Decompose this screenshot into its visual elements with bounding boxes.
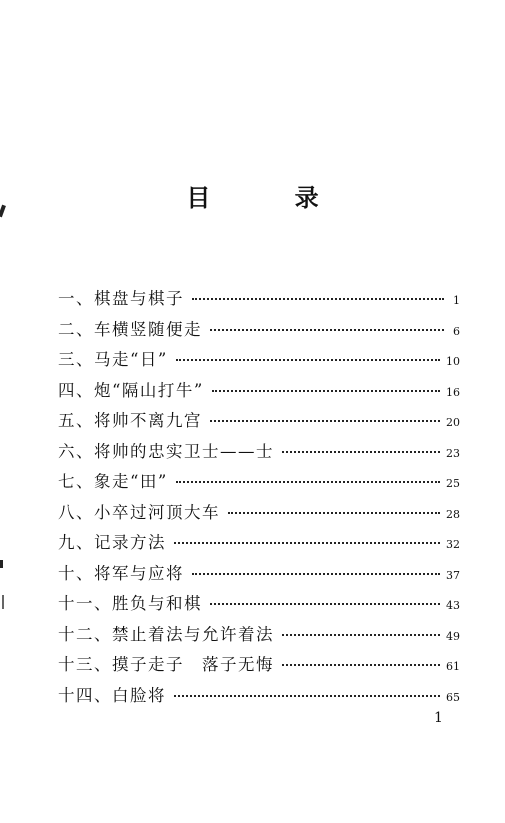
toc-entry-page: 32 [446, 538, 460, 551]
toc-entry[interactable] [58, 346, 460, 377]
toc-entry-title: 十二、禁止着法与允许着法 [58, 624, 274, 644]
dot-leader [176, 481, 440, 483]
toc-entry-title: 一、棋盘与棋子 [58, 289, 184, 308]
dot-leader [174, 695, 440, 697]
toc-entry[interactable] [58, 285, 460, 316]
dot-leader [228, 512, 440, 514]
dot-leader [210, 329, 444, 331]
toc-entry-title: 十一、胜负与和棋 [58, 594, 202, 613]
toc-entry[interactable] [58, 682, 460, 713]
toc-entry[interactable] [58, 468, 460, 499]
dot-leader [282, 451, 440, 453]
toc-entry[interactable] [58, 621, 460, 652]
toc-entry[interactable] [58, 438, 460, 469]
toc-entry-page: 37 [446, 568, 460, 582]
dot-leader [174, 542, 440, 544]
toc-entry-title: 五、将帅不离九宫 [58, 411, 202, 430]
dot-leader [192, 298, 444, 300]
dot-leader [210, 420, 440, 422]
toc-entry-title: 十四、白脸将 [58, 685, 166, 705]
toc-entry-page: 65 [446, 690, 460, 704]
toc-entry-page: 10 [446, 355, 460, 368]
toc-entry-page: 43 [446, 599, 460, 612]
scan-mark [0, 560, 3, 568]
toc-entry-page: 6 [453, 324, 460, 338]
dot-leader [212, 390, 440, 392]
toc-entry[interactable] [58, 499, 460, 530]
toc-entry[interactable] [58, 590, 460, 621]
dot-leader [192, 573, 440, 575]
toc-entry[interactable] [58, 377, 460, 408]
toc-entry-title: 八、小卒过河顶大车 [58, 502, 220, 522]
toc-entry-title: 六、将帅的忠实卫士——士 [58, 441, 274, 461]
dot-leader [282, 634, 440, 636]
toc-entry-page: 20 [446, 416, 460, 429]
toc-entry[interactable] [58, 529, 460, 560]
dot-leader [210, 603, 440, 605]
toc-entry-page: 49 [446, 629, 460, 643]
toc-entry-title: 十三、摸子走子 落子无悔 [58, 655, 274, 674]
toc-entry-page: 16 [446, 385, 460, 399]
toc-entry-title: 三、马走“日” [58, 350, 168, 369]
toc-entry[interactable] [58, 651, 460, 682]
toc-entry-page: 1 [453, 294, 460, 307]
toc-entry-page: 61 [446, 660, 460, 673]
page-title: 目 录 [186, 184, 357, 212]
dot-leader [282, 664, 440, 666]
toc-entry-title: 七、象走“田” [58, 472, 168, 491]
dot-leader [176, 359, 440, 361]
toc-entry[interactable] [58, 560, 460, 591]
toc-entry-title: 十、将军与应将 [58, 563, 184, 583]
toc-entry-page: 28 [446, 507, 460, 521]
toc-entry-title: 四、炮“隔山打牛” [58, 380, 204, 400]
table-of-contents [58, 285, 460, 712]
toc-entry-title: 九、记录方法 [58, 533, 166, 552]
toc-entry-page: 25 [446, 477, 460, 490]
toc-entry-page: 23 [446, 446, 460, 460]
page-number: 1 [434, 710, 443, 726]
scan-mark [2, 595, 4, 609]
toc-entry[interactable] [58, 316, 460, 347]
toc-entry[interactable] [58, 407, 460, 438]
toc-entry-title: 二、车横竖随便走 [58, 319, 202, 339]
